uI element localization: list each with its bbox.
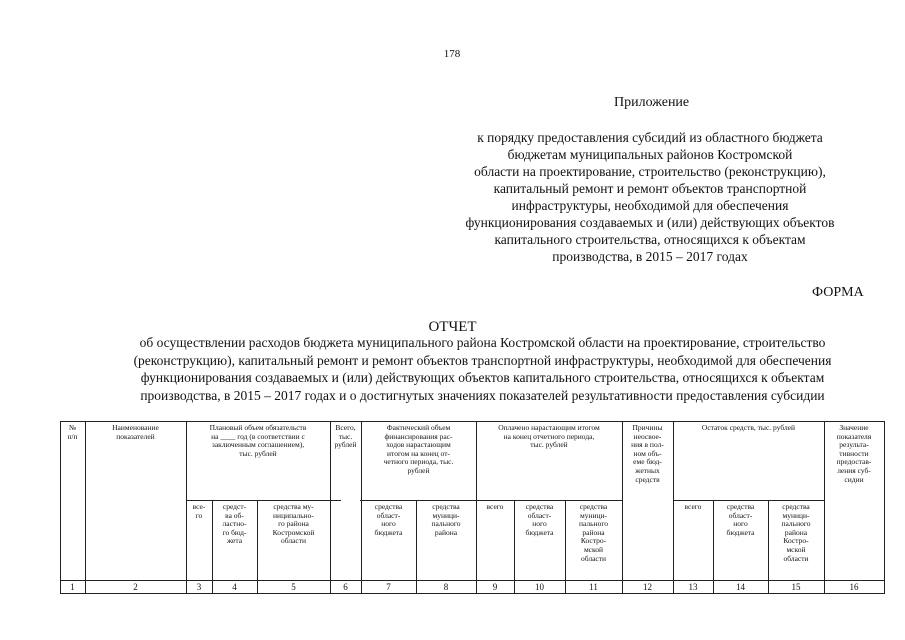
header-group-balance: Остаток средств, тыс. рублей (701, 423, 796, 432)
subheader-cell: средства му- ниципально- го района Костромской области (272, 502, 315, 546)
report-subtitle-line: производства, в 2015 – 2017 годах и о достигнутых значениях показателей результативности предоставления субсидии (140, 387, 825, 403)
header-group-paid: Оплачено нарастающим итогом на конец отчетного периода, тыс. рублей (498, 423, 600, 450)
header-cell-indicator-value: Значение показателя результа- тивности предостав- ления суб- сидии (836, 423, 872, 484)
column-number: 5 (291, 582, 296, 592)
table-rule-bottom (60, 593, 884, 594)
table-rule-subheader (186, 500, 341, 501)
header-cell-reasons: Причины неосвое- ния в пол- ном объ- еме бюд- жетных средств (631, 423, 664, 484)
subheader-cell: средст- ва об- ластно- го бюд- жета (222, 502, 247, 546)
subheader-cell: всего (684, 502, 702, 511)
subheader-cell: средства област- ного бюджета (374, 502, 403, 537)
appendix-title: Приложение (614, 95, 690, 110)
column-number: 7 (386, 582, 391, 592)
column-number: 12 (643, 582, 652, 592)
table-rule-subheader (476, 500, 622, 501)
page-number: 178 (443, 48, 461, 60)
preamble-line: инфраструктуры, необходимой для обеспечения (511, 198, 789, 213)
table-rule-top (60, 421, 884, 422)
table-col-border (60, 421, 61, 594)
column-number: 2 (133, 582, 138, 592)
column-number: 13 (688, 582, 698, 592)
table-rule-numbers (60, 580, 884, 581)
table-rule-subheader (360, 500, 476, 501)
subheader-cell: средства област- ного бюджета (525, 502, 554, 537)
header-cell-total: Всего, тыс. рублей (334, 423, 357, 450)
subheader-cell: средства муници- пального района Костро- мской области (579, 502, 608, 563)
header-group-actual: Фактический объем финансирования рас- ходов нарастающим итогом на конец от- четного периода, тыс. рублей (383, 423, 454, 475)
column-number: 11 (589, 582, 598, 592)
preamble-line: к порядку предоставления субсидий из областного бюджета (477, 130, 823, 145)
column-number: 3 (196, 582, 202, 592)
report-subtitle (60, 334, 905, 404)
report-subtitle-line: функционирования создаваемых и (или) действующих объектов капитального строительства, относящихся к объектам (140, 370, 825, 385)
column-number: 14 (736, 582, 745, 592)
preamble-line: капитального строительства, относящихся к объектам (494, 232, 806, 247)
table-rule-subheader (673, 500, 824, 501)
column-number: 6 (343, 582, 348, 592)
preamble-line: области на проектирование, строительство (реконструкцию), (474, 164, 826, 179)
subheader-cell: средства муници- пального района (431, 502, 461, 537)
preamble-line: производства, в 2015 – 2017 годах (552, 249, 748, 264)
column-number: 10 (535, 582, 544, 592)
header-cell-number: № п/п (67, 423, 78, 441)
report-subtitle-line: (реконструкцию), капитальный ремонт и ремонт объектов транспортной инфраструктуры, необходимой для обеспечения (133, 352, 832, 368)
preamble-line: бюджетам муниципальных районов Костромской (507, 147, 793, 162)
header-group-planned: Плановый объем обязательств на ____ год (в соответствии с заключенным соглашением), тыс. рублей (209, 423, 307, 458)
preamble-line: капитальный ремонт и ремонт объектов транспортной (493, 181, 807, 196)
preamble-line: функционирования создаваемых и (или) действующих объектов (465, 215, 835, 230)
appendix-preamble (424, 129, 876, 265)
column-number: 4 (232, 582, 237, 592)
report-subtitle-line: об осуществлении расходов бюджета муниципального района Костромской области на проектирование, строительство (139, 335, 826, 350)
header-cell-indicator-name: Наименование показателей (112, 423, 159, 441)
column-number: 8 (443, 582, 449, 592)
column-number: 9 (492, 582, 498, 592)
column-number: 1 (70, 582, 75, 592)
subheader-cell: все- го (192, 502, 206, 520)
column-number: 16 (849, 582, 859, 592)
table-col-border (85, 421, 86, 594)
subheader-cell: всего (486, 502, 504, 511)
column-number: 15 (791, 582, 801, 592)
subheader-cell: средства муници- пального района Костро- мской области (781, 502, 811, 563)
report-title: ОТЧЕТ (428, 319, 477, 335)
form-label: ФОРМА (812, 285, 864, 300)
table-col-border (884, 421, 885, 594)
subheader-cell: средства област- ного бюджета (726, 502, 755, 537)
